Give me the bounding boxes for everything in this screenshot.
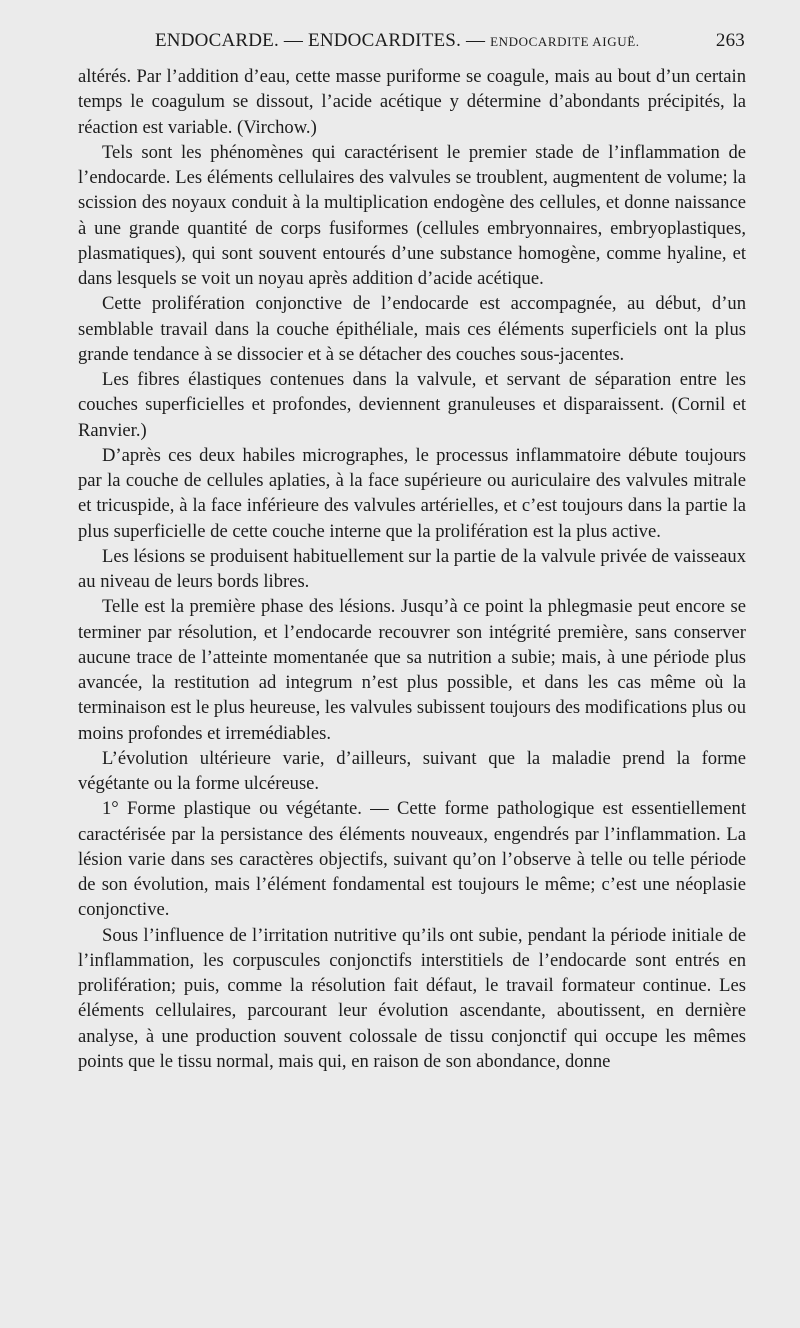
paragraph: Sous l’influence de l’irritation nutritive qu’ils ont subie, pendant la période initiale de l’inflammation, les corpuscules conjonctifs interstitiels de l’endocarde sont entrés en prolifération; puis, comme la résolution fait défaut, le travail formateur continue. Les éléments cellulaires, parcourant leur évolution ascendante, aboutissent, en dernière analyse, à une production souvent colossale de tissu conjonctif qui occupe les mêmes points que le tissu normal, mais qui, en raison de son abondance, donne bbox=[78, 924, 746, 1072]
paragraph: Cette prolifération conjonctive de l’endocarde est accompagnée, au début, d’un semblable travail dans la couche épithéliale, mais ces éléments superficiels ont la plus grande tendance à se dissocier et à se détacher des couches sous-jacentes. bbox=[78, 293, 746, 365]
paragraph: Tels sont les phénomènes qui caractérisent le premier stade de l’inflammation de l’endocarde. Les éléments cellulaires des valvules se troublent, augmentent de volume; la scission des noyaux conduit à la multiplication endogène des cellules, et donne naissance à une grande quantité de corps fusiformes (cellules embryonnaires, embryoplastiques, plasmatiques), qui sont souvent entourés d’une substance homogène, comme hyaline, et dans lesquels se voit un noyau après addition d’acide acétique. bbox=[78, 141, 746, 289]
paragraph: Telle est la première phase des lésions. Jusqu’à ce point la phlegmasie peut encore se terminer par résolution, et l’endocarde recouvrer son intégrité première, sans conserver aucune trace de l’atteinte momentanée que sa nutrition a subie; mais, à une période plus avancée, la restitution ad integrum n’est plus possible, et dans les cas même où la terminaison est le plus heureuse, les valvules subissent toujours des modifications plus ou moins profondes et irremédiables. bbox=[78, 596, 746, 744]
running-header bbox=[155, 30, 745, 60]
paragraph: 1° Forme plastique ou végétante. — Cette forme pathologique est essentiellement caractérisée par la persistance des éléments nouveaux, engendrés par l’inflammation. La lésion varie dans ses caractères objectifs, suivant qu’on l’observe à telle ou telle période de son évolution, mais l’élément fondamental est toujours le même; c’est une néoplasie conjonctive. bbox=[78, 798, 746, 921]
paragraph: Les lésions se produisent habituellement sur la partie de la valvule privée de vaisseaux au niveau de leurs bords libres. bbox=[78, 545, 746, 592]
body-text bbox=[78, 64, 746, 1074]
running-title-sub: ENDOCARDITE AIGUË. bbox=[490, 34, 640, 49]
running-title-main: ENDOCARDE. — ENDOCARDITES. — bbox=[155, 30, 491, 51]
paragraph: Les fibres élastiques contenues dans la valvule, et servant de séparation entre les couches superficielles et profondes, deviennent granuleuses et disparaissent. (Cornil et Ranvier.) bbox=[78, 369, 746, 441]
page-number: 263 bbox=[715, 30, 745, 51]
running-title bbox=[155, 30, 640, 52]
paragraph: altérés. Par l’addition d’eau, cette masse puriforme se coagule, mais au bout d’un certain temps le coagulum se dissout, l’acide acétique y détermine d’abondants précipités, la réaction est variable. (Virchow.) bbox=[78, 66, 746, 138]
paragraph: D’après ces deux habiles micrographes, le processus inflammatoire débute toujours par la couche de cellules aplaties, à la face supérieure ou auriculaire des valvules mitrale et tricuspide, à la face inférieure des valvules artérielles, et c’est toujours dans la partie la plus superficielle de cette couche interne que la prolifération est la plus active. bbox=[78, 444, 746, 542]
paragraph: L’évolution ultérieure varie, d’ailleurs, suivant que la maladie prend la forme végétante ou la forme ulcéreuse. bbox=[78, 747, 746, 794]
